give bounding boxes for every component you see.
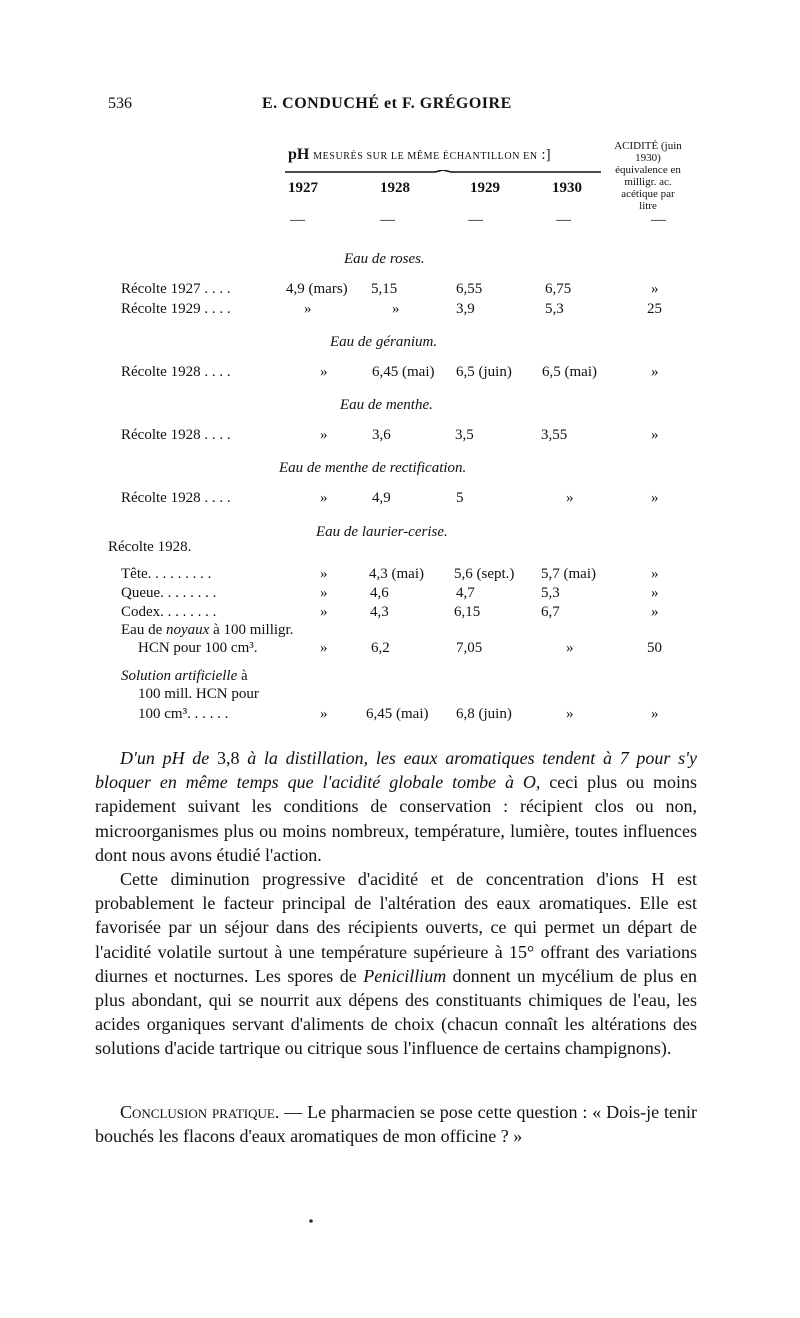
row-label-part: à 100 milligr. xyxy=(209,622,294,638)
cell-1927: » xyxy=(320,364,328,380)
row-label: Récolte 1928. xyxy=(108,539,192,555)
section-title-menthe: Eau de menthe. xyxy=(340,397,433,413)
year-header-1927: 1927 xyxy=(288,180,318,196)
dash-1927: — xyxy=(290,212,305,228)
cell-1930: 6,75 xyxy=(545,281,572,297)
cell-1928: 6,2 xyxy=(371,640,390,656)
print-speck xyxy=(308,1218,314,1224)
cell-acidity: » xyxy=(651,281,659,297)
section-title-menthe-rectification: Eau de menthe de rectification. xyxy=(279,460,467,476)
cell-1930: 5,3 xyxy=(541,585,560,601)
dash-1929: — xyxy=(468,212,483,228)
cell-1928: » xyxy=(392,301,400,317)
conclusion-heading: Conclusion pratique. xyxy=(120,1102,280,1122)
cell-1930: 5,7 (mai) xyxy=(541,566,596,582)
cell-acidity: » xyxy=(651,490,659,506)
row-label: Récolte 1928 . . . . xyxy=(121,490,231,506)
row-label: Codex. . . . . . . . xyxy=(121,604,217,620)
cell-acidity: » xyxy=(651,604,659,620)
row-label-part: à xyxy=(237,668,248,684)
row-label: Récolte 1929 . . . . xyxy=(121,301,231,317)
cell-1927: » xyxy=(320,566,328,582)
cell-1928: 5,15 xyxy=(371,281,398,297)
cell-1927: » xyxy=(304,301,312,317)
section-title-roses: Eau de roses. xyxy=(344,251,425,267)
cell-1929: 7,05 xyxy=(456,640,483,656)
cell-1930: 6,5 (mai) xyxy=(542,364,597,380)
cell-1929: 6,5 (juin) xyxy=(456,364,512,380)
cell-acidity: » xyxy=(651,427,659,443)
paragraph-1-italic-c: à la distillation, les eaux aromatiques tendent à 7 pour s'y bloquer en même temps que l'acidité globale tombe à O, xyxy=(95,748,697,793)
cell-1927: 4,9 (mars) xyxy=(286,281,348,297)
paragraph-2-italic: Penicillium xyxy=(363,965,447,986)
row-label: Récolte 1928 . . . . xyxy=(121,364,231,380)
ph-label: pH xyxy=(288,146,310,163)
section-title-laurier-cerise: Eau de laurier-cerise. xyxy=(316,524,448,540)
cell-1929: 3,5 xyxy=(455,427,474,443)
dash-1928: — xyxy=(380,212,395,228)
cell-1927: » xyxy=(320,490,328,506)
cell-1928: 6,45 (mai) xyxy=(366,706,429,722)
cell-1929: 6,55 xyxy=(456,281,483,297)
cell-1929: 3,9 xyxy=(456,301,475,317)
paragraph-3-text: — Le pharmacien se pose cette question : « Dois-je tenir bouchés les flacons d'eaux aromatiques de mon officine ? » xyxy=(95,1102,697,1147)
dash-1930: — xyxy=(556,212,571,228)
row-label-part: Eau de xyxy=(121,622,166,638)
cell-acidity: » xyxy=(651,706,659,722)
cell-1927: » xyxy=(320,640,328,656)
header-brace xyxy=(285,170,601,173)
cell-1927: » xyxy=(320,604,328,620)
cell-1928: 4,3 (mai) xyxy=(369,566,424,582)
paragraph-1-text: ceci plus ou moins rapidement suivant les conditions de conservation : récipient clos ou non, microorganismes plus ou moins nombreux, température, lumière, toutes influences dont nous avons étudié l'action. xyxy=(95,772,697,865)
cell-1927: » xyxy=(320,585,328,601)
cell-1928: 4,9 xyxy=(372,490,391,506)
cell-acidity: » xyxy=(651,585,659,601)
cell-1930: 5,3 xyxy=(545,301,564,317)
cell-1929: 6,8 (juin) xyxy=(456,706,512,722)
cell-1930: » xyxy=(566,706,574,722)
row-label-solution xyxy=(121,668,248,685)
cell-1928: 6,45 (mai) xyxy=(372,364,435,380)
dash-acidity: — xyxy=(651,212,666,228)
cell-1929: 4,7 xyxy=(456,585,475,601)
cell-acidity: » xyxy=(651,566,659,582)
running-title: E. CONDUCHÉ et F. GRÉGOIRE xyxy=(262,95,512,112)
cell-1930: » xyxy=(566,490,574,506)
cell-1927: » xyxy=(320,706,328,722)
paragraph-2 xyxy=(95,867,697,1061)
row-label: 100 mill. HCN pour xyxy=(138,686,259,702)
row-label: Queue. . . . . . . . xyxy=(121,585,217,601)
ph-column-header xyxy=(288,146,551,164)
paragraph-1-italic-a: D'un pH de xyxy=(120,748,210,768)
paragraph-2-text-a: Cette diminution progressive d'acidité et de concentration d'ions H est probablement le facteur principal de l'altération des eaux aromatiques. Elle est favorisée par un séjour dans des récipients ouverts, ce qui permet un départ de l'acidité volatile surtout à une température supérieure à 15° offrant des variations diurnes et nocturnes. Les spores de xyxy=(95,869,697,986)
section-title-geranium: Eau de géranium. xyxy=(330,334,438,350)
row-label-italic: noyaux xyxy=(165,622,210,638)
ph-header-text: MESURÉS SUR LE MÊME ÉCHANTILLON EN xyxy=(313,151,538,162)
row-label: Récolte 1927 . . . . xyxy=(121,281,231,297)
ph-header-mark: :] xyxy=(541,147,551,163)
row-label: HCN pour 100 cm³. xyxy=(138,640,258,656)
cell-1929: 5,6 (sept.) xyxy=(454,566,515,582)
acidity-column-header: ACIDITÉ (juin 1930) équivalence en milligr. ac. acétique par litre xyxy=(614,140,682,212)
year-header-1930: 1930 xyxy=(552,180,582,196)
cell-1928: 3,6 xyxy=(372,427,391,443)
paragraph-1 xyxy=(95,746,697,867)
paragraph-1-number: 3,8 xyxy=(209,748,248,768)
row-label: 100 cm³. . . . . . xyxy=(138,706,229,722)
cell-1928: 4,6 xyxy=(370,585,389,601)
row-label-noyaux xyxy=(121,622,293,639)
cell-1929: 5 xyxy=(456,490,464,506)
paragraph-3 xyxy=(95,1100,697,1148)
row-label-italic: Solution artificielle xyxy=(121,668,238,684)
cell-1930: » xyxy=(566,640,574,656)
cell-1927: » xyxy=(320,427,328,443)
year-header-1929: 1929 xyxy=(470,180,500,196)
cell-1929: 6,15 xyxy=(454,604,481,620)
year-header-1928: 1928 xyxy=(380,180,410,196)
paragraph-2-text-b: donnent un mycélium de plus en plus abondant, qui se nourrit aux dépens des constituants chimiques de l'eau, les acides organiques servant d'aliments de choix (chacun connaît les altérations des solutions d'acide tartrique ou citrique sous l'influence de certains champignons). xyxy=(95,965,697,1059)
row-label: Récolte 1928 . . . . xyxy=(121,427,231,443)
cell-1930: 3,55 xyxy=(541,427,568,443)
cell-acidity: 25 xyxy=(647,301,662,317)
row-label: Tête. . . . . . . . . xyxy=(121,566,212,582)
cell-1930: 6,7 xyxy=(541,604,560,620)
page-number: 536 xyxy=(108,95,132,112)
cell-1928: 4,3 xyxy=(370,604,389,620)
cell-acidity: 50 xyxy=(647,640,662,656)
cell-acidity: » xyxy=(651,364,659,380)
